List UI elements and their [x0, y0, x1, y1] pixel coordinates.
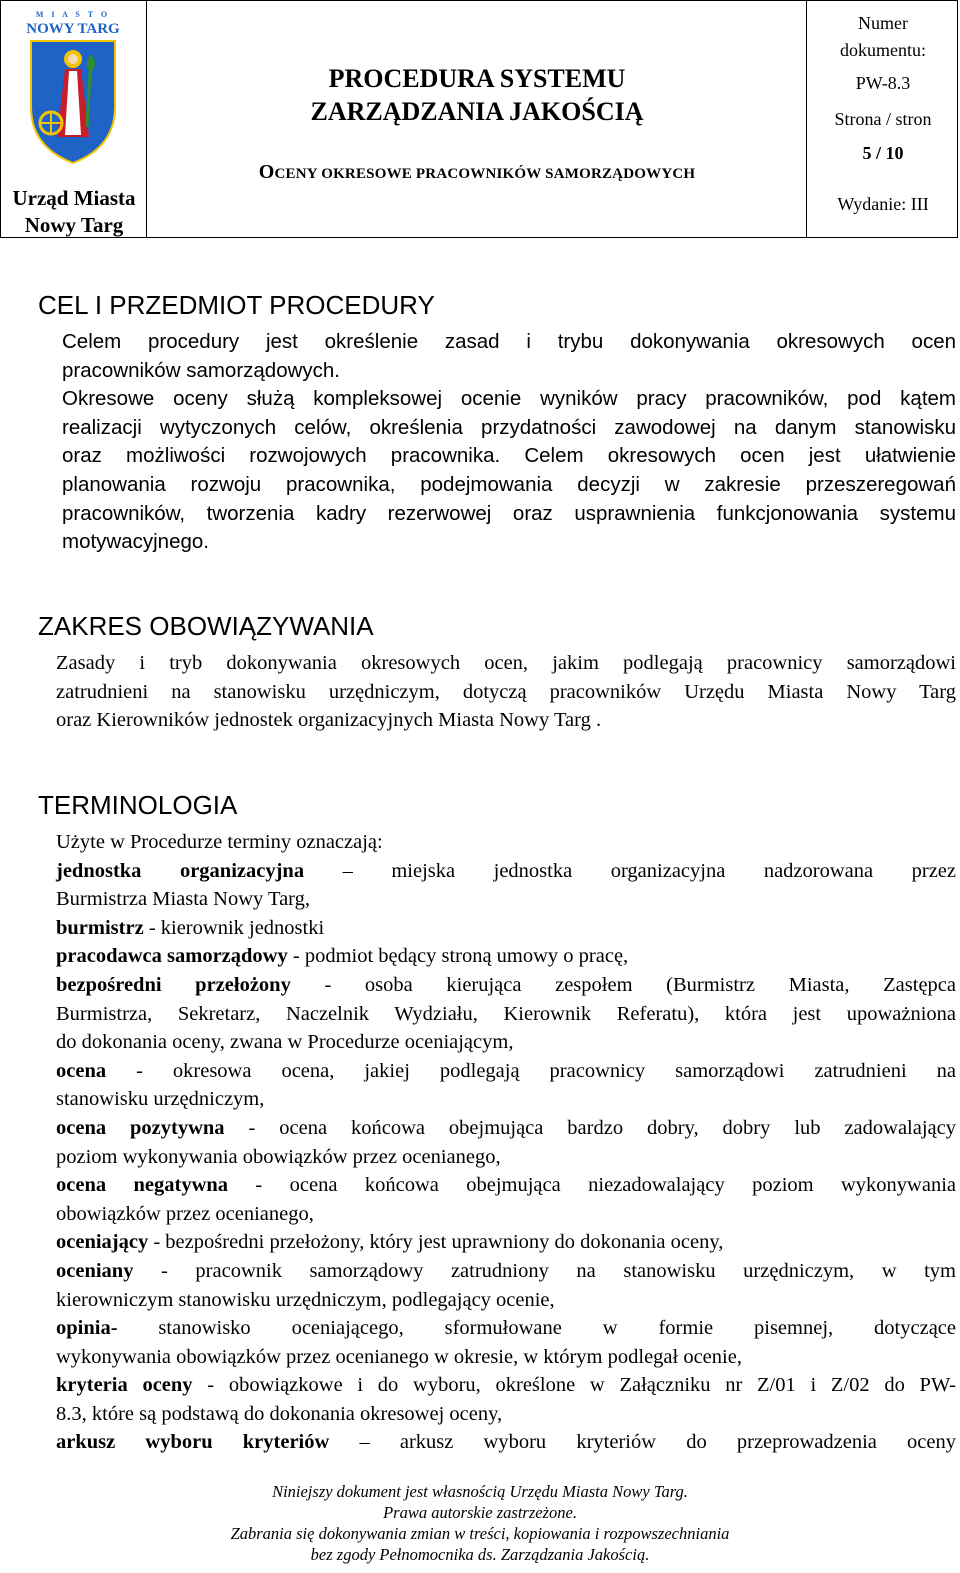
term-definition-continued: do dokonania oceny, zwana w Procedurze oceniającym,	[56, 1031, 514, 1054]
term-entry	[56, 1428, 956, 1457]
term-definition-continued: kierowniczym stanowisku urzędniczym, podlegający ocenie,	[56, 1288, 555, 1311]
term-definition: - ocena końcowa obejmująca bardzo dobry, dobry lub zadowalający	[224, 1116, 956, 1139]
term-definition: – miejska jednostka organizacyjna nadzorowana przez	[304, 859, 956, 882]
procedure-title: PROCEDURA SYSTEMU ZARZĄDZANIA JAKOŚCIĄ	[310, 64, 644, 126]
term-entry	[56, 1171, 956, 1200]
header-logo-cell	[1, 1, 147, 237]
terminology-intro: Użyte w Procedurze terminy oznaczają:	[56, 831, 383, 853]
term-definition: - obowiązkowe i do wyboru, określone w Załączniku nr Z/01 i Z/02 do PW-	[192, 1374, 956, 1397]
term-entry	[56, 914, 956, 943]
doc-number-label: Numer	[858, 13, 908, 33]
term-name: ocena negatywna	[56, 1174, 229, 1197]
term-definition: - pracownik samorządowy zatrudniony na stanowisku urzędniczym, w tym	[133, 1259, 956, 1282]
term-definition: - bezpośredni przełożony, który jest uprawniony do dokonania oceny,	[148, 1231, 724, 1254]
section-heading-scope: ZAKRES OBOWIĄZYWANIA	[38, 611, 374, 641]
term-definition: - ocena końcowa obejmująca niezadowalający poziom wykonywania	[228, 1174, 956, 1197]
edition: Wydanie: III	[837, 194, 929, 214]
terminology-list	[56, 828, 956, 1457]
city-coat-of-arms-icon	[17, 7, 129, 167]
term-name: oceniany	[56, 1259, 134, 1282]
term-entry	[56, 1314, 956, 1343]
term-name: kryteria oceny	[56, 1374, 193, 1397]
term-definition-continued: Burmistrza Miasta Nowy Targ,	[56, 888, 311, 911]
term-name: burmistrz	[56, 916, 144, 939]
term-definition: - osoba kierująca zespołem (Burmistrz Miasta, Zastępca	[290, 973, 956, 996]
term-entry	[56, 1371, 956, 1400]
term-name: arkusz wyboru kryteriów	[56, 1431, 330, 1454]
procedure-subtitle: OCENY OKRESOWE PRACOWNIKÓW SAMORZĄDOWYCH	[258, 161, 696, 183]
header-meta-cell	[807, 1, 959, 237]
term-definition-continued: poziom wykonywania obowiązków przez ocenianego,	[56, 1145, 501, 1168]
term-definition-continued: stanowisku urzędniczym,	[56, 1088, 265, 1111]
document-header	[0, 0, 958, 238]
term-definition-continued: obowiązków przez ocenianego,	[56, 1202, 314, 1225]
term-name: bezpośredni przełożony	[56, 973, 291, 996]
office-name-line1: Urząd Miasta	[12, 186, 136, 210]
term-entry	[56, 1114, 956, 1143]
page-number: 5 / 10	[862, 143, 904, 163]
doc-number: PW-8.3	[855, 73, 911, 93]
term-name: pracodawca samorządowy	[56, 945, 288, 968]
term-name: oceniający	[56, 1231, 149, 1254]
section-heading-terminology: TERMINOLOGIA	[38, 790, 238, 820]
term-definition: - okresowa ocena, jakiej podlegają pracownicy samorządowi zatrudnieni na	[106, 1059, 956, 1082]
term-entry	[56, 1257, 956, 1286]
term-name: ocena pozytywna	[56, 1116, 225, 1139]
term-definition: stanowisko oceniającego, sformułowane w formie pisemnej, dotyczące	[117, 1317, 956, 1340]
term-entry	[56, 1057, 956, 1086]
office-name-line2: Nowy Targ	[24, 213, 124, 237]
term-entry	[56, 1228, 956, 1257]
page-label: Strona / stron	[834, 109, 932, 129]
term-definition-continued: Burmistrza, Sekretarz, Naczelnik Wydziału, Kierownik Referatu), która jest upoważniona	[56, 1002, 956, 1025]
term-entry	[56, 971, 956, 1000]
copyright-footer: Niniejszy dokument jest własnością Urzędu Miasta Nowy Targ. Prawa autorskie zastrzeżone. Zabrania się dokonywania zmian w treści, kopiowania i rozpowszechniania bez zgody Pełnomocnika ds. Zarządzania Jakością.	[230, 1482, 730, 1564]
term-entry	[56, 857, 956, 886]
term-name: opinia-	[56, 1317, 118, 1340]
term-definition-continued: 8.3, które są podstawą do dokonania okresowej oceny,	[56, 1402, 503, 1425]
header-title-cell	[147, 1, 807, 237]
svg-text:NOWY TARG: NOWY TARG	[26, 21, 120, 37]
term-name: ocena	[56, 1059, 107, 1082]
term-definition: - podmiot będący stroną umowy o pracę,	[287, 945, 629, 968]
term-name: jednostka organizacyjna	[56, 859, 305, 882]
term-definition-continued: wykonywania obowiązków przez ocenianego w okresie, w którym podlegał ocenie,	[56, 1345, 742, 1368]
purpose-paragraph: Celem procedury jest określenie zasad i trybu dokonywania okresowych ocen pracowników samorządowych. Okresowe oceny służą kompleksowej ocenie wyników pracy pracowników, pod kątem realizacji wytyczonych celów, określenia przydatności zawodowej na danym stanowisku oraz możliwości rozwojowych pracownika. Celem okresowych ocen jest ułatwienie planowania rozwoju pracownika, podejmowania decyzji w zakresie przeszeregowań pracowników, tworzenia kadry rezerwowej oraz usprawnienia funkcjonowania systemu motywacyjnego.	[62, 330, 956, 554]
svg-text:M I A S T O: M I A S T O	[35, 10, 111, 19]
term-entry	[56, 942, 956, 971]
section-heading-purpose: CEL I PRZEDMIOT PROCEDURY	[38, 290, 435, 320]
term-definition: - kierownik jednostki	[143, 916, 325, 939]
scope-paragraph: Zasady i tryb dokonywania okresowych ocen, jakim podlegają pracownicy samorządowi zatrudnieni na stanowisku urzędniczym, dotyczą pracowników Urzędu Miasta Nowy Targ oraz Kierowników jednostek organizacyjnych Miasta Nowy Targ .	[56, 652, 956, 732]
doc-number-label-2: dokumentu:	[840, 40, 926, 60]
term-definition: – arkusz wyboru kryteriów do przeprowadzenia oceny	[329, 1431, 956, 1454]
